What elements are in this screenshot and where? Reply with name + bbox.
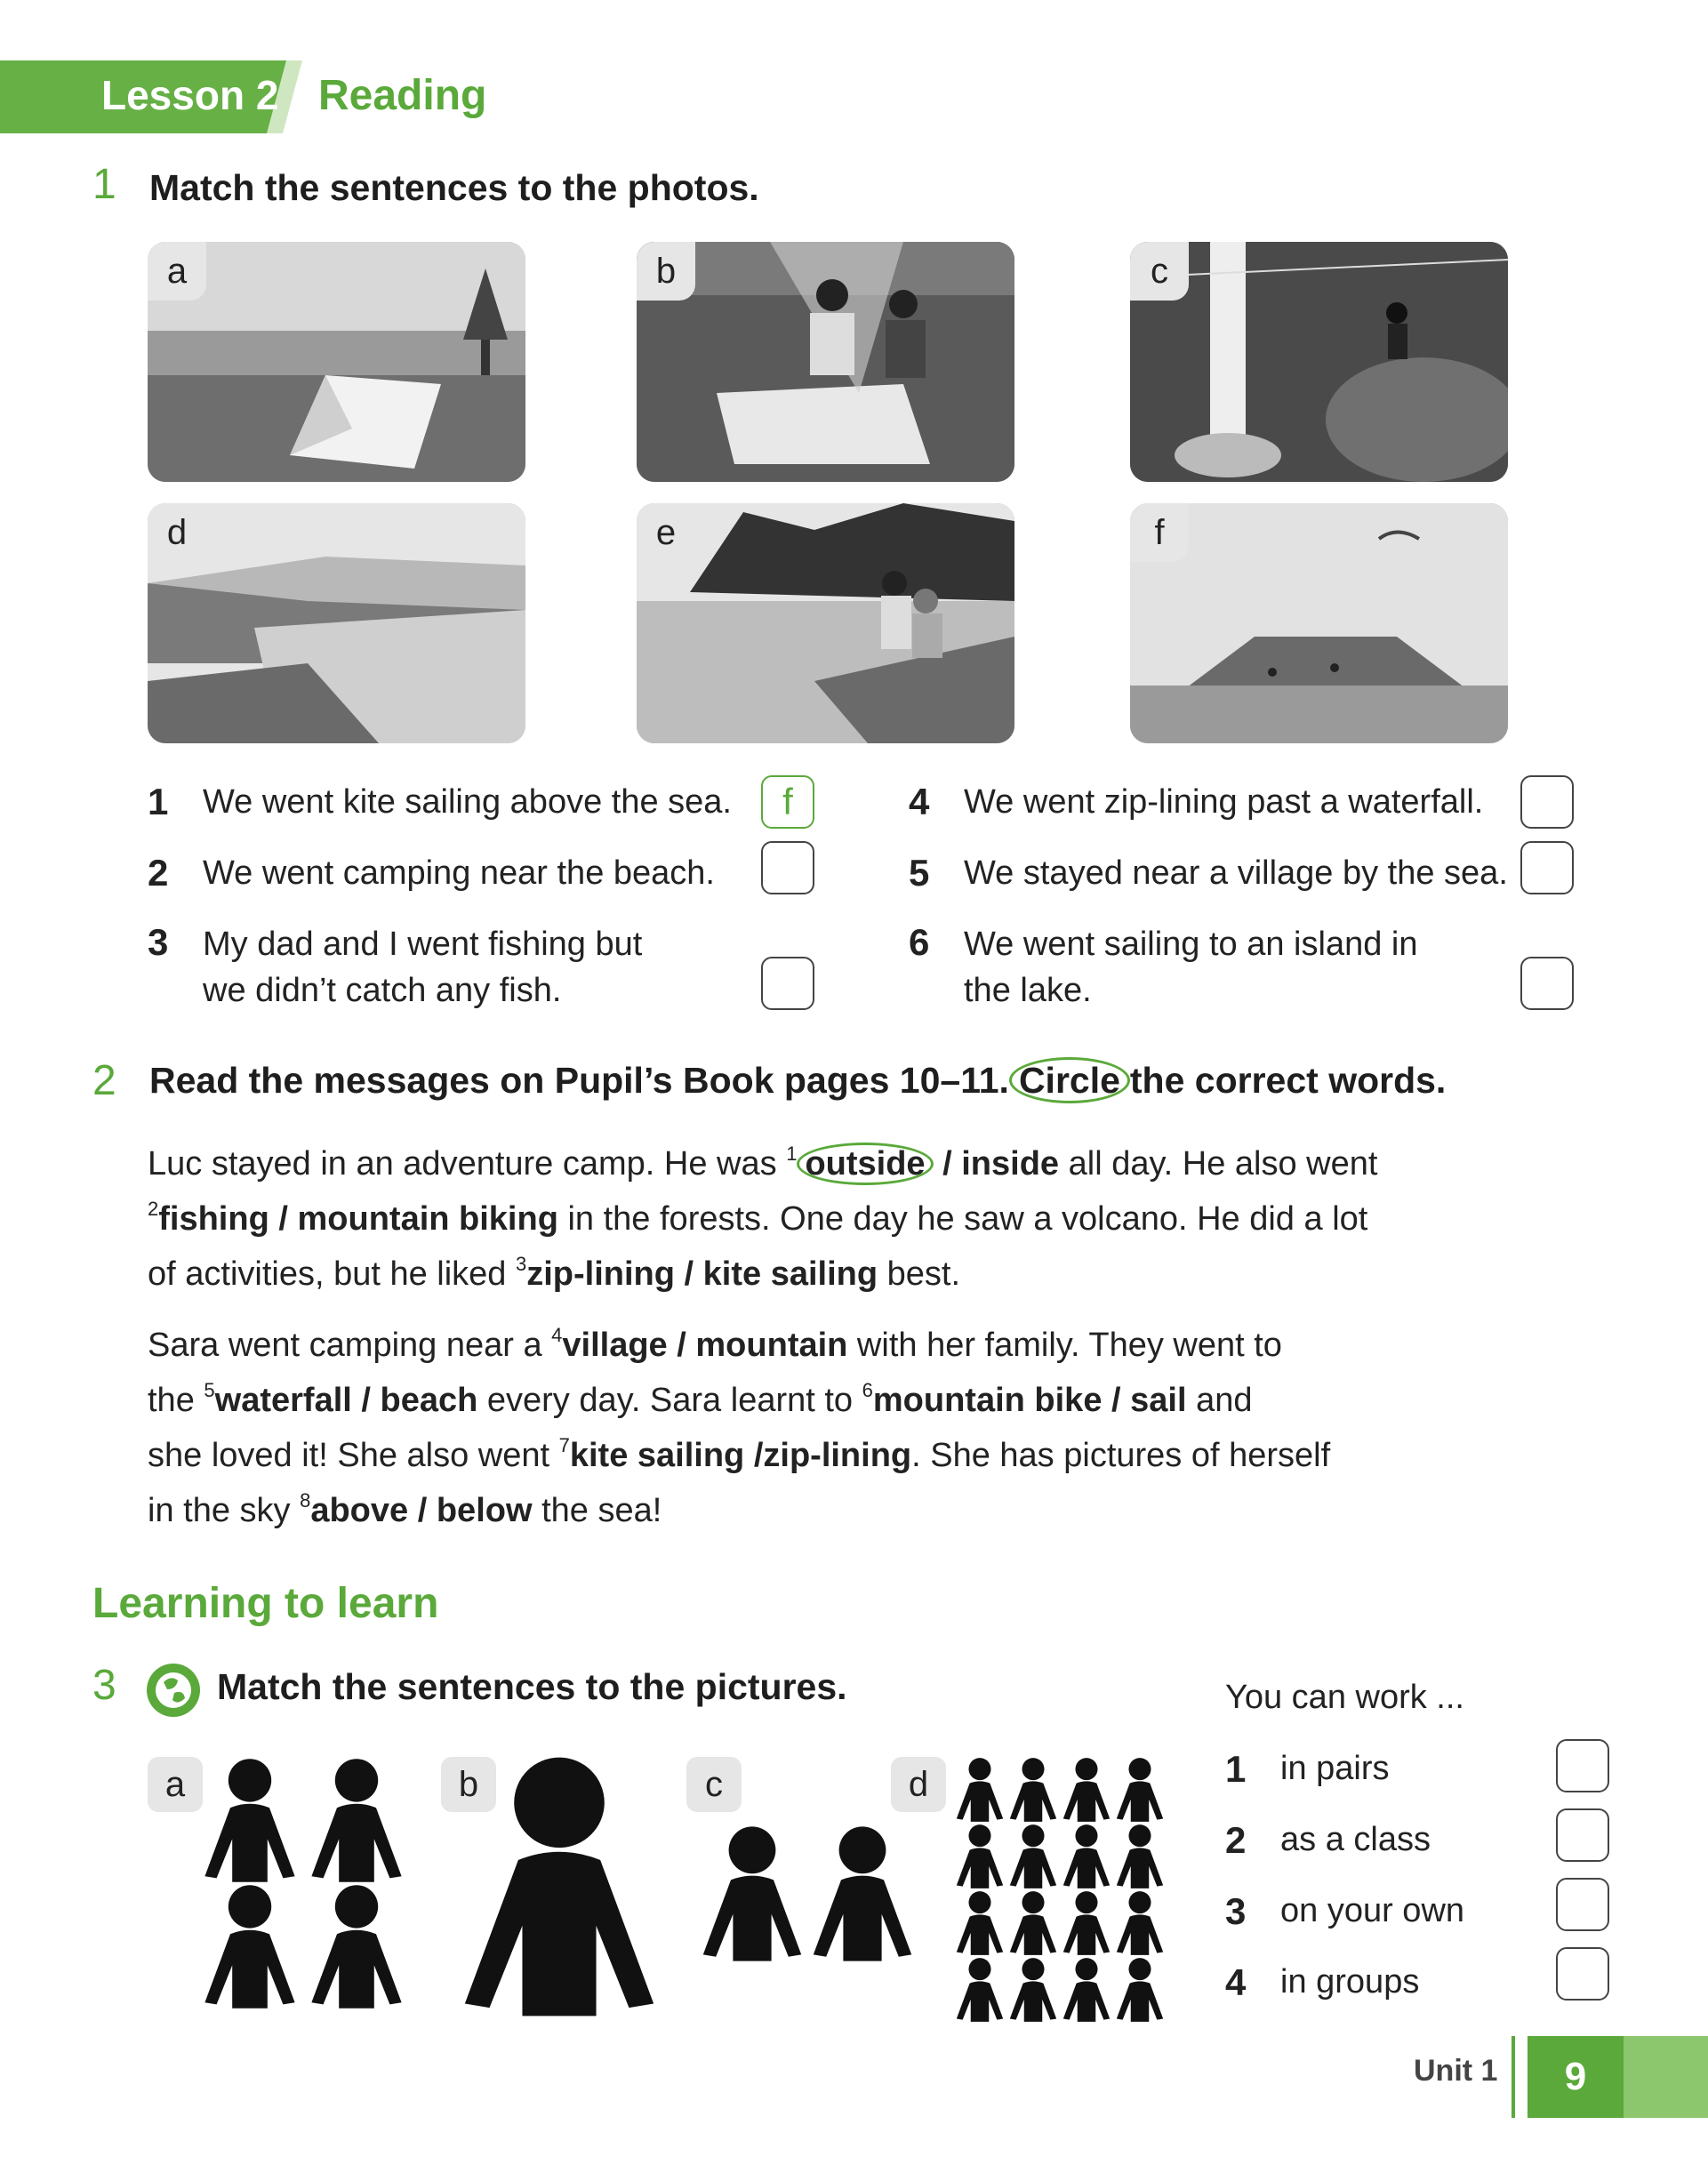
- work-intro: You can work ...: [1225, 1679, 1464, 1716]
- text: with her family. They went to: [847, 1327, 1282, 1364]
- sentence-number: 4: [909, 781, 930, 822]
- sentence-number: 1: [148, 781, 169, 822]
- picture-label: b: [441, 1757, 496, 1812]
- page-number: 9: [1528, 2036, 1624, 2118]
- answer-box[interactable]: [761, 841, 814, 894]
- sentence-text-line: We went sailing to an island in: [964, 926, 1418, 963]
- gap-number: 2: [148, 1198, 159, 1220]
- exercise-2-title: [149, 1060, 1446, 1102]
- sentence-number: 5: [909, 852, 930, 894]
- picture-label: a: [148, 1757, 203, 1812]
- option-number: 4: [1225, 1961, 1247, 2003]
- option[interactable]: kite sailing: [569, 1437, 745, 1474]
- answer-box[interactable]: f: [761, 775, 814, 829]
- answer-box[interactable]: [1520, 957, 1574, 1010]
- option-text: as a class: [1280, 1821, 1431, 1858]
- photo-f: [1130, 503, 1508, 743]
- unit-label: Unit 1: [1414, 2054, 1498, 2088]
- gap-number: 8: [300, 1489, 311, 1512]
- gap-number: 6: [862, 1379, 873, 1401]
- answer-box[interactable]: [1556, 1947, 1609, 2001]
- picture-a-four-people: [201, 1757, 414, 2015]
- sentence-text: We went camping near the beach.: [203, 854, 715, 892]
- sara-paragraph: [148, 1318, 1392, 1538]
- answer-box[interactable]: [1556, 1878, 1609, 1931]
- photo-a: [148, 242, 525, 482]
- separator: /: [744, 1437, 764, 1474]
- sentence-number: 2: [148, 852, 169, 894]
- page-tab-accent: [1624, 2036, 1708, 2118]
- option-selected[interactable]: outside: [797, 1143, 933, 1185]
- sentence-text-line: My dad and I went fishing but: [203, 926, 643, 963]
- text: Sara went camping near a: [148, 1327, 552, 1364]
- exercise-2-title-end: the correct words.: [1129, 1060, 1447, 1101]
- text: every day. Sara learnt to: [477, 1382, 862, 1419]
- option[interactable]: waterfall: [214, 1382, 352, 1419]
- picture-label: c: [686, 1757, 742, 1812]
- text: the: [148, 1382, 204, 1419]
- sentence-text-line: the lake.: [964, 972, 1092, 1009]
- option[interactable]: mountain bike: [872, 1382, 1103, 1419]
- text: in the forests. One day he saw a volcano. He did a lot: [557, 1200, 1368, 1238]
- photo-e: [637, 503, 1014, 743]
- photo-label: a: [148, 242, 206, 301]
- option[interactable]: below: [436, 1492, 533, 1529]
- option[interactable]: fishing: [158, 1200, 269, 1238]
- exercise-2-number: 2: [92, 1057, 116, 1104]
- separator: /: [933, 1145, 962, 1183]
- answer-box[interactable]: [1520, 775, 1574, 829]
- option[interactable]: village: [562, 1327, 668, 1364]
- option-number: 2: [1225, 1819, 1247, 1861]
- sentence-text: We went kite sailing above the sea.: [203, 783, 732, 821]
- photo-c: [1130, 242, 1508, 482]
- picture-b-one-person: [448, 1753, 670, 2020]
- option-number: 1: [1225, 1748, 1247, 1790]
- option[interactable]: kite sailing: [702, 1255, 878, 1293]
- option[interactable]: above: [310, 1492, 409, 1529]
- photo-label: d: [148, 503, 206, 562]
- option[interactable]: mountain: [695, 1327, 848, 1364]
- exercise-3-number: 3: [92, 1662, 116, 1709]
- gap-number: 7: [558, 1434, 570, 1456]
- answer-box[interactable]: [1520, 841, 1574, 894]
- option[interactable]: inside: [961, 1145, 1060, 1183]
- photo-label: b: [637, 242, 695, 301]
- option-text: on your own: [1280, 1892, 1465, 1929]
- option[interactable]: mountain biking: [297, 1200, 558, 1238]
- option-number: 3: [1225, 1890, 1247, 1932]
- gap-number: 4: [551, 1324, 563, 1346]
- sentence-number: 3: [148, 921, 169, 963]
- text: all day. He also went: [1059, 1145, 1378, 1183]
- circle-instruction-word: Circle: [1009, 1057, 1130, 1103]
- separator: /: [351, 1382, 381, 1419]
- separator: /: [1102, 1382, 1131, 1419]
- exercise-2-title-start: Read the messages on Pupil’s Book pages 10–11.: [149, 1060, 1009, 1101]
- sentence-text: We stayed near a village by the sea.: [964, 854, 1508, 892]
- text: Luc stayed in an adventure camp. He was: [148, 1145, 787, 1183]
- section-title: Reading: [318, 72, 487, 119]
- learning-to-learn-heading: Learning to learn: [92, 1580, 439, 1627]
- exercise-1-number: 1: [92, 161, 116, 208]
- text: of activities, but he liked: [148, 1255, 516, 1293]
- sentence-text-line: we didn’t catch any fish.: [203, 972, 562, 1009]
- lesson-label: Lesson 2: [101, 72, 279, 118]
- picture-c-two-people: [699, 1824, 921, 1967]
- text: in the sky: [148, 1492, 301, 1529]
- separator: /: [269, 1200, 298, 1238]
- answer-box[interactable]: [761, 957, 814, 1010]
- photo-label: e: [637, 503, 695, 562]
- text: the sea!: [532, 1492, 662, 1529]
- page-divider: [1512, 2036, 1515, 2118]
- globe-icon: [146, 1663, 201, 1718]
- option[interactable]: zip-lining: [526, 1255, 675, 1293]
- photo-b: [637, 242, 1014, 482]
- picture-d-group-of-people: [953, 1757, 1167, 2024]
- option-text: in groups: [1280, 1963, 1420, 2001]
- gap-number: 3: [516, 1253, 527, 1275]
- text: and: [1186, 1382, 1253, 1419]
- separator: /: [667, 1327, 696, 1364]
- picture-label: d: [891, 1757, 946, 1812]
- gap-number: 5: [204, 1379, 215, 1401]
- option-text: in pairs: [1280, 1750, 1390, 1787]
- photo-label: f: [1130, 503, 1189, 562]
- text: best.: [878, 1255, 961, 1293]
- text: . She has pictures of herself: [911, 1437, 1331, 1474]
- luc-paragraph: [148, 1136, 1392, 1302]
- separator: /: [408, 1492, 437, 1529]
- sentence-text: We went zip-lining past a waterfall.: [964, 783, 1484, 821]
- photo-d: [148, 503, 525, 743]
- separator: /: [674, 1255, 703, 1293]
- option[interactable]: sail: [1130, 1382, 1187, 1419]
- sentence-number: 6: [909, 921, 930, 963]
- text: she loved it! She also went: [148, 1437, 559, 1474]
- answer-box[interactable]: [1556, 1808, 1609, 1862]
- option[interactable]: zip-lining: [763, 1437, 912, 1474]
- photo-label: c: [1130, 242, 1189, 301]
- exercise-1-title: Match the sentences to the photos.: [149, 167, 759, 208]
- answer-box[interactable]: [1556, 1739, 1609, 1792]
- option[interactable]: beach: [380, 1382, 478, 1419]
- gap-number: 1: [786, 1143, 798, 1165]
- exercise-3-title: Match the sentences to the pictures.: [217, 1666, 847, 1707]
